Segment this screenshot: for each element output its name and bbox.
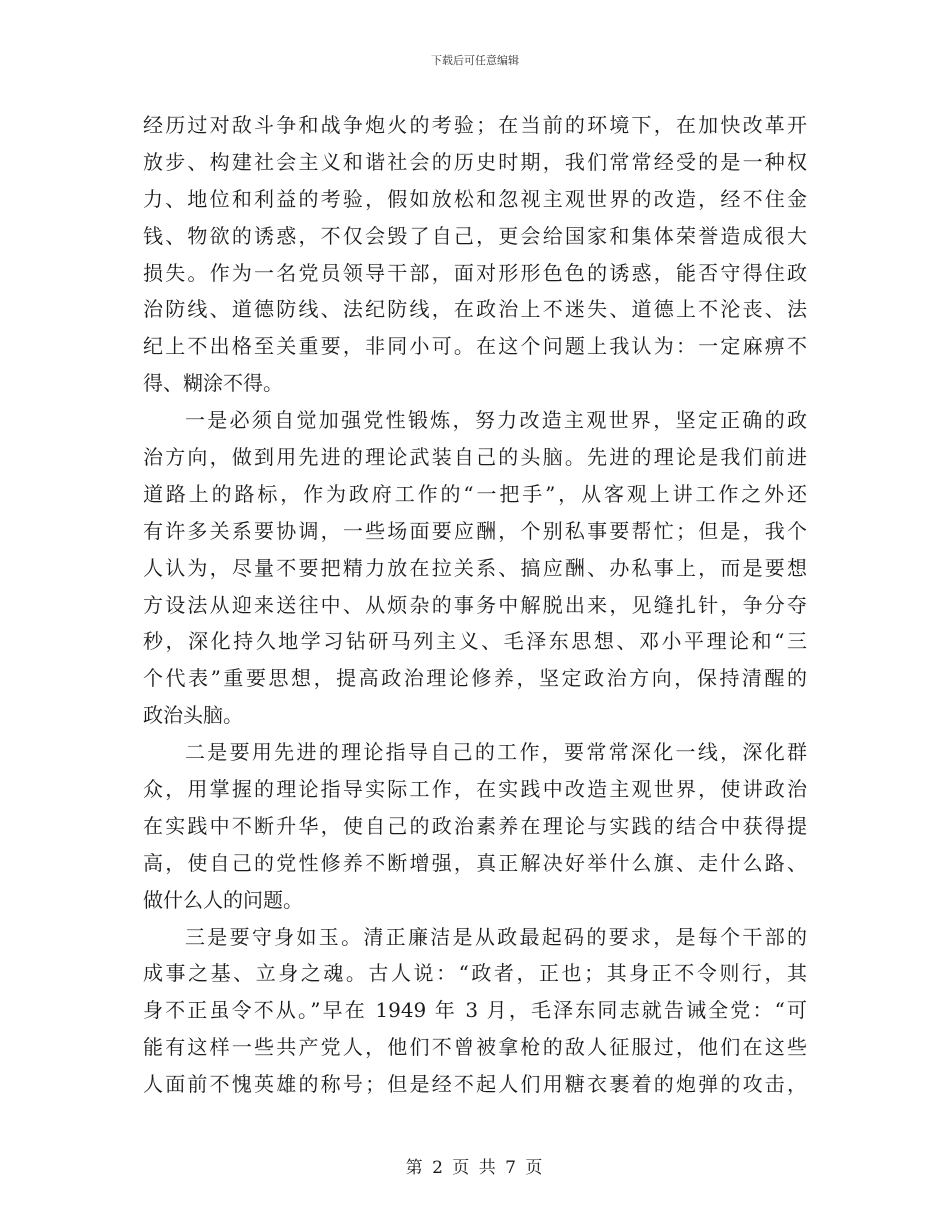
paragraph-first-line: 二是要用先进的理论指导自己的工作，要常常深化一线，深化群	[185, 740, 807, 765]
text-line: 得、糊涂不得。	[143, 371, 283, 396]
text-line: 治防线、道德防线、法纪防线，在政治上不迷失、道德上不沦丧、法	[143, 297, 807, 322]
text-line: 在实践中不断升华，使自己的政治素养在理论与实践的结合中获得提	[143, 813, 807, 838]
paragraph-first-line: 一是必须自觉加强党性锻炼，努力改造主观世界，坚定正确的政	[185, 408, 807, 433]
text-line: 秒，深化持久地学习钻研马列主义、毛泽东思想、邓小平理论和“三	[143, 629, 807, 654]
page-header-note: 下载后可任意编辑	[431, 54, 519, 67]
text-line: 众，用掌握的理论指导实际工作，在实践中改造主观世界，使讲政治	[143, 777, 807, 802]
text-line: 力、地位和利益的考验，假如放松和忽视主观世界的改造，经不住金	[143, 186, 807, 211]
text-line: 人面前不愧英雄的称号；但是经不起人们用糖衣裹着的炮弹的攻击，	[143, 1072, 807, 1097]
text-line: 有许多关系要协调，一些场面要应酬，个别私事要帮忙；但是，我个	[143, 518, 807, 543]
text-line: 经历过对敌斗争和战争炮火的考验；在当前的环境下，在加快改革开	[143, 113, 807, 137]
text-line: 钱、物欲的诱惑，不仅会毁了自己，更会给国家和集体荣誉造成很大	[143, 223, 807, 248]
text-line: 高，使自己的党性修养不断增强，真正解决好举什么旗、走什么路、	[143, 850, 807, 875]
text-line: 成事之基、立身之魂。古人说：“政者，正也；其身正不令则行，其	[143, 961, 807, 986]
text-line: 人认为，尽量不要把精力放在拉关系、搞应酬、办私事上，而是要想	[143, 555, 807, 580]
page-number-footer: 第 2 页 共 7 页	[405, 1158, 545, 1178]
text-line: 做什么人的问题。	[143, 887, 303, 912]
paragraph-first-line: 三是要守身如玉。清正廉洁是从政最起码的要求，是每个干部的	[185, 924, 807, 949]
text-line: 身不正虽令不从。”早在 1949 年 3 月，毛泽东同志就告诫全党：“可	[143, 998, 807, 1023]
text-line: 治方向，做到用先进的理论武装自己的头脑。先进的理论是我们前进	[143, 445, 807, 470]
text-line: 放步、构建社会主义和谐社会的历史时期，我们常常经受的是一种权	[143, 149, 807, 174]
text-line: 能有这样一些共产党人，他们不曾被拿枪的敌人征服过，他们在这些	[143, 1035, 807, 1060]
text-line: 损失。作为一名党员领导干部，面对形形色色的诱惑，能否守得住政	[143, 260, 807, 285]
text-line: 个代表”重要思想，提高政治理论修养，坚定政治方向，保持清醒的	[143, 666, 807, 691]
text-line: 道路上的路标，作为政府工作的“一把手”，从客观上讲工作之外还	[143, 481, 807, 506]
text-line: 纪上不出格至关重要，非同小可。在这个问题上我认为：一定麻痹不	[143, 334, 807, 359]
document-body	[143, 107, 807, 1103]
text-line: 方设法从迎来送往中、从烦杂的事务中解脱出来，见缝扎针，争分夺	[143, 592, 807, 617]
text-line: 政治头脑。	[143, 703, 243, 728]
